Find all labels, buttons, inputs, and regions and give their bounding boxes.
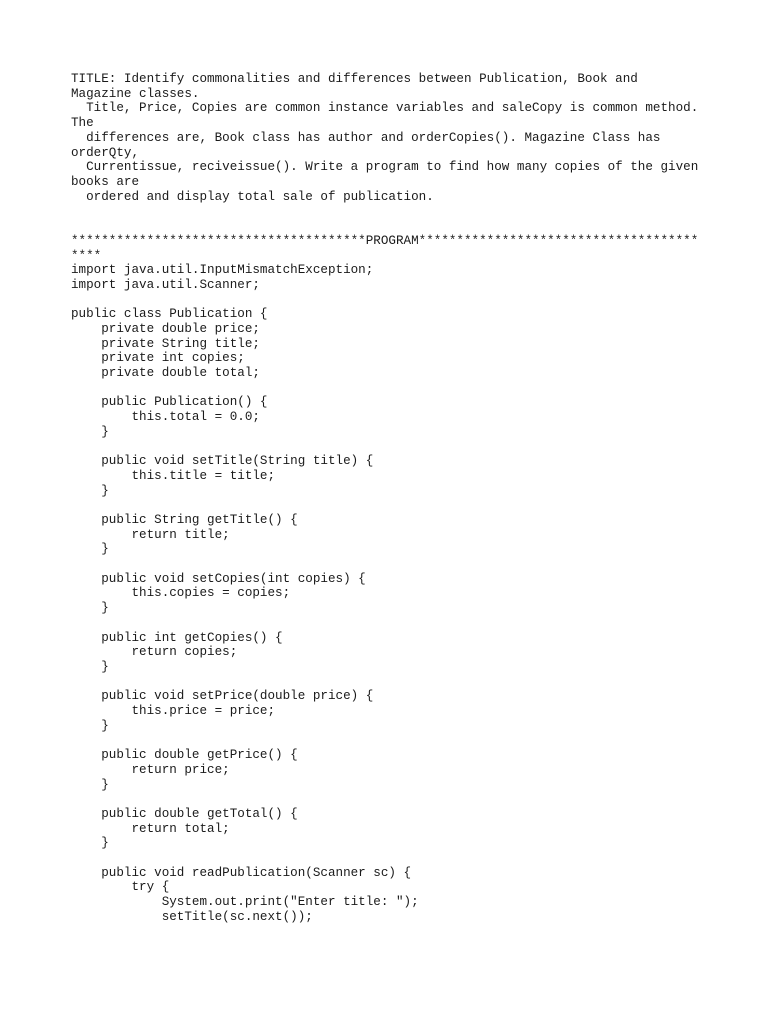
description-line: The [71,116,94,131]
code-line: public void setPrice(double price) { [71,689,374,704]
code-line: public String getTitle() { [71,512,298,527]
code-line: } [71,483,109,498]
code-line: } [71,424,109,439]
description-line: books are [71,174,140,189]
description-line: Currentissue, reciveissue(). Write a program to find how many copies of the given [71,160,699,175]
code-line: import java.util.Scanner; [71,277,260,292]
code-line: } [71,659,109,674]
code-line: return title; [71,527,230,542]
code-line: return price; [71,762,230,777]
code-line: this.copies = copies; [71,586,291,601]
code-line: private String title; [71,336,260,351]
code-line: public class Publication { [71,307,268,322]
description-line: differences are, Book class has author and orderCopies(). Magazine Class has [71,130,661,145]
description-line: Title, Price, Copies are common instance variables and saleCopy is common method. [71,101,699,116]
code-line: } [71,601,109,616]
code-line: public void readPublication(Scanner sc) { [71,865,412,880]
code-line: this.total = 0.0; [71,410,260,424]
separator-line: ***************************************PROGRAM************************************* [71,234,699,248]
code-line: this.price = price; [71,704,276,718]
code-line: return copies; [71,645,238,660]
code-line: private double price; [71,321,260,336]
separator-line: **** [71,248,102,263]
code-line: } [71,777,109,792]
code-line: setTitle(sc.next()); [71,909,313,924]
code-line: return total; [71,821,230,836]
code-line: import java.util.InputMismatchException; [71,263,374,277]
code-line: public int getCopies() { [71,630,283,645]
code-line: this.title = title; [71,468,276,483]
description-line: ordered and display total sale of publication. [71,189,434,204]
code-line: } [71,542,109,557]
code-line: } [71,718,109,733]
description-line: orderQty, [71,145,140,160]
code-line: public double getPrice() { [71,748,298,763]
description-line: TITLE: Identify commonalities and differences between Publication, Book and [71,72,638,86]
code-line: } [71,836,109,851]
code-line: System.out.print("Enter title: "); [71,895,419,910]
code-line: public void setCopies(int copies) { [71,571,366,586]
code-line: try { [71,880,170,895]
code-line: private int copies; [71,351,245,366]
code-line: private double total; [71,365,260,380]
code-line: public Publication() { [71,395,268,410]
description-line: Magazine classes. [71,86,200,101]
code-line: public void setTitle(String title) { [71,454,374,469]
code-line: public double getTotal() { [71,806,298,821]
